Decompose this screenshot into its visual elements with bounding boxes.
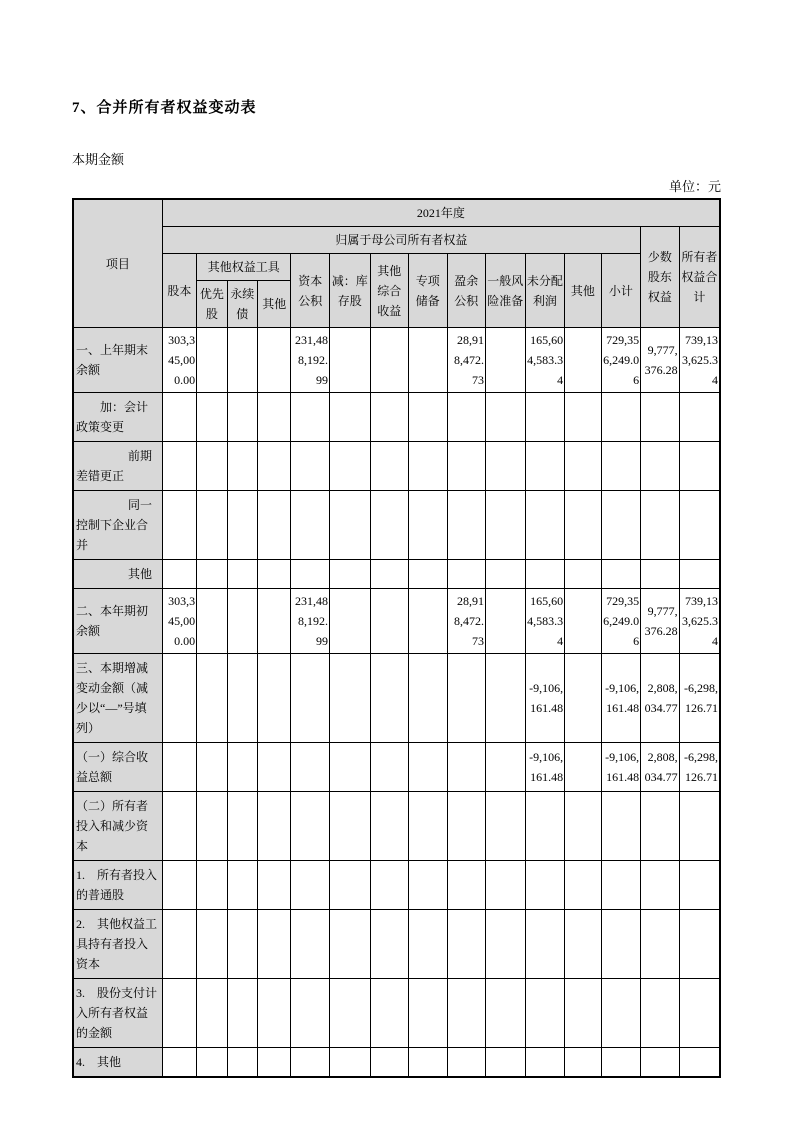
- cell-value: [257, 861, 290, 910]
- col-header-perpetual-bonds: 永续债: [227, 281, 257, 328]
- cell-value: [486, 792, 526, 861]
- cell-value: [409, 589, 448, 654]
- cell-value: [329, 560, 370, 589]
- cell-value: 28,918,472.73: [447, 589, 486, 654]
- cell-value: [679, 560, 720, 589]
- cell-value: [257, 560, 290, 589]
- cell-value: [227, 979, 257, 1048]
- cell-value: [447, 910, 486, 979]
- cell-value: [409, 560, 448, 589]
- row-label: 前期差错更正: [73, 442, 162, 491]
- cell-value: [370, 743, 409, 792]
- row-label: 三、本期增减变动金额（减少以“—”号填列）: [73, 654, 162, 743]
- cell-value: [329, 979, 370, 1048]
- cell-value: [329, 861, 370, 910]
- row-label: 其他: [73, 560, 162, 589]
- cell-value: [291, 491, 330, 560]
- cell-value: [227, 861, 257, 910]
- col-header-parent-equity-group: 归属于母公司所有者权益: [162, 227, 640, 254]
- cell-value: [227, 328, 257, 393]
- cell-value: [329, 442, 370, 491]
- cell-value: [291, 910, 330, 979]
- cell-value: [329, 491, 370, 560]
- table-row: [73, 979, 720, 1048]
- col-header-undistributed-profit: 未分配利润: [525, 254, 565, 328]
- cell-value: [227, 792, 257, 861]
- cell-value: [525, 560, 565, 589]
- cell-value: [197, 792, 227, 861]
- cell-value: [679, 442, 720, 491]
- cell-value: [525, 393, 565, 442]
- cell-value: [257, 792, 290, 861]
- cell-value: [329, 328, 370, 393]
- cell-value: [565, 861, 601, 910]
- cell-value: 2,808,034.77: [641, 743, 680, 792]
- cell-value: [409, 393, 448, 442]
- cell-value: [227, 1048, 257, 1078]
- cell-value: [162, 654, 196, 743]
- cell-value: [641, 1048, 680, 1078]
- cell-value: [162, 743, 196, 792]
- cell-value: [565, 792, 601, 861]
- cell-value: [601, 393, 641, 442]
- cell-value: 729,356,249.06: [601, 589, 641, 654]
- cell-value: [679, 1048, 720, 1078]
- cell-value: -6,298,126.71: [679, 743, 720, 792]
- cell-value: [291, 743, 330, 792]
- cell-value: [291, 979, 330, 1048]
- table-row: [73, 589, 720, 654]
- cell-value: 231,488,192.99: [291, 589, 330, 654]
- cell-value: [257, 393, 290, 442]
- row-label: （一）综合收益总额: [73, 743, 162, 792]
- unit-label: 单位：元: [668, 179, 721, 194]
- cell-value: [370, 861, 409, 910]
- cell-value: [227, 393, 257, 442]
- cell-value: [525, 979, 565, 1048]
- cell-value: [197, 910, 227, 979]
- table-row: [73, 393, 720, 442]
- cell-value: [409, 442, 448, 491]
- cell-value: [370, 491, 409, 560]
- cell-value: [601, 560, 641, 589]
- row-label: 3. 股份支付计入所有者权益的金额: [73, 979, 162, 1048]
- col-header-subtotal: 小计: [601, 254, 641, 328]
- cell-value: [227, 491, 257, 560]
- cell-value: [447, 654, 486, 743]
- cell-value: 231,488,192.99: [291, 328, 330, 393]
- row-label: 加：会计政策变更: [73, 393, 162, 442]
- cell-value: [486, 491, 526, 560]
- cell-value: [291, 792, 330, 861]
- col-header-other-equity-other: 其他: [257, 281, 290, 328]
- cell-value: [197, 743, 227, 792]
- cell-value: [162, 560, 196, 589]
- cell-value: [162, 861, 196, 910]
- col-header-total-equity: 所有者权益合计: [679, 227, 720, 328]
- cell-value: [370, 393, 409, 442]
- cell-value: [486, 589, 526, 654]
- cell-value: [329, 910, 370, 979]
- col-header-minority-interest: 少数股东权益: [641, 227, 680, 328]
- cell-value: [525, 442, 565, 491]
- cell-value: [257, 910, 290, 979]
- col-header-other-comprehensive-income: 其他综合收益: [370, 254, 409, 328]
- cell-value: -6,298,126.71: [679, 654, 720, 743]
- row-label: 1. 所有者投入的普通股: [73, 861, 162, 910]
- cell-value: [679, 979, 720, 1048]
- cell-value: [162, 910, 196, 979]
- cell-value: [197, 393, 227, 442]
- cell-value: [447, 861, 486, 910]
- cell-value: [565, 560, 601, 589]
- cell-value: [641, 491, 680, 560]
- cell-value: [227, 560, 257, 589]
- cell-value: 165,604,583.34: [525, 589, 565, 654]
- cell-value: [197, 442, 227, 491]
- cell-value: 739,133,625.34: [679, 589, 720, 654]
- cell-value: [447, 560, 486, 589]
- row-label: 一、上年期末余额: [73, 328, 162, 393]
- cell-value: [486, 328, 526, 393]
- row-label: （二）所有者投入和减少资本: [73, 792, 162, 861]
- cell-value: 28,918,472.73: [447, 328, 486, 393]
- cell-value: [370, 792, 409, 861]
- cell-value: [329, 589, 370, 654]
- cell-value: [565, 393, 601, 442]
- col-header-share-capital: 股本: [162, 254, 196, 328]
- cell-value: [447, 442, 486, 491]
- cell-value: [601, 792, 641, 861]
- cell-value: 303,345,000.00: [162, 328, 196, 393]
- col-header-preferred-shares: 优先股: [197, 281, 227, 328]
- cell-value: [291, 654, 330, 743]
- cell-value: [329, 792, 370, 861]
- cell-value: [641, 393, 680, 442]
- cell-value: [257, 743, 290, 792]
- cell-value: [525, 792, 565, 861]
- cell-value: [565, 328, 601, 393]
- col-header-year: 2021年度: [162, 199, 720, 227]
- cell-value: [447, 743, 486, 792]
- cell-value: [257, 1048, 290, 1078]
- cell-value: [486, 442, 526, 491]
- table-row: [73, 491, 720, 560]
- cell-value: [197, 979, 227, 1048]
- cell-value: [409, 792, 448, 861]
- cell-value: [329, 654, 370, 743]
- cell-value: [257, 589, 290, 654]
- cell-value: [197, 560, 227, 589]
- cell-value: [486, 1048, 526, 1078]
- cell-value: [679, 393, 720, 442]
- cell-value: [641, 979, 680, 1048]
- cell-value: [291, 1048, 330, 1078]
- cell-value: [257, 442, 290, 491]
- cell-value: [162, 442, 196, 491]
- cell-value: [679, 491, 720, 560]
- cell-value: [409, 861, 448, 910]
- cell-value: [197, 654, 227, 743]
- col-header-surplus-reserve: 盈余公积: [447, 254, 486, 328]
- cell-value: [565, 1048, 601, 1078]
- cell-value: [409, 654, 448, 743]
- section-title: 7、合并所有者权益变动表: [72, 100, 257, 116]
- cell-value: -9,106,161.48: [601, 654, 641, 743]
- cell-value: [447, 979, 486, 1048]
- cell-value: -9,106,161.48: [601, 743, 641, 792]
- cell-value: [565, 743, 601, 792]
- cell-value: [486, 654, 526, 743]
- cell-value: [227, 442, 257, 491]
- cell-value: [257, 654, 290, 743]
- cell-value: [227, 654, 257, 743]
- cell-value: [227, 743, 257, 792]
- table-row: [73, 910, 720, 979]
- col-header-less-treasury-stock: 减：库存股: [329, 254, 370, 328]
- cell-value: 739,133,625.34: [679, 328, 720, 393]
- table-row: [73, 654, 720, 743]
- cell-value: [370, 654, 409, 743]
- cell-value: [447, 393, 486, 442]
- row-label: 2. 其他权益工具持有者投入资本: [73, 910, 162, 979]
- cell-value: [641, 861, 680, 910]
- cell-value: [370, 979, 409, 1048]
- cell-value: [162, 491, 196, 560]
- cell-value: [641, 442, 680, 491]
- cell-value: -9,106,161.48: [525, 743, 565, 792]
- cell-value: [525, 910, 565, 979]
- cell-value: [565, 589, 601, 654]
- col-header-item: 项目: [73, 199, 162, 328]
- cell-value: [291, 560, 330, 589]
- cell-value: [641, 910, 680, 979]
- cell-value: 9,777,376.28: [641, 589, 680, 654]
- table-row: [73, 1048, 720, 1078]
- cell-value: [525, 1048, 565, 1078]
- cell-value: [370, 1048, 409, 1078]
- table-row: [73, 792, 720, 861]
- cell-value: -9,106,161.48: [525, 654, 565, 743]
- cell-value: [162, 979, 196, 1048]
- cell-value: [601, 910, 641, 979]
- cell-value: 9,777,376.28: [641, 328, 680, 393]
- cell-value: [601, 442, 641, 491]
- cell-value: [641, 792, 680, 861]
- cell-value: [601, 1048, 641, 1078]
- cell-value: [409, 328, 448, 393]
- col-header-other: 其他: [565, 254, 601, 328]
- cell-value: [601, 491, 641, 560]
- cell-value: [370, 910, 409, 979]
- cell-value: [486, 560, 526, 589]
- cell-value: [370, 589, 409, 654]
- row-label: 二、本年期初余额: [73, 589, 162, 654]
- table-row: [73, 861, 720, 910]
- cell-value: [679, 861, 720, 910]
- cell-value: [197, 589, 227, 654]
- cell-value: [601, 861, 641, 910]
- cell-value: [565, 979, 601, 1048]
- table-row: [73, 743, 720, 792]
- cell-value: [565, 910, 601, 979]
- cell-value: [370, 328, 409, 393]
- cell-value: [409, 910, 448, 979]
- cell-value: [447, 792, 486, 861]
- cell-value: [197, 328, 227, 393]
- cell-value: [291, 393, 330, 442]
- cell-value: [679, 792, 720, 861]
- cell-value: [162, 1048, 196, 1078]
- cell-value: [329, 1048, 370, 1078]
- cell-value: [486, 393, 526, 442]
- table-row: [73, 328, 720, 393]
- cell-value: [565, 654, 601, 743]
- cell-value: 2,808,034.77: [641, 654, 680, 743]
- cell-value: [257, 328, 290, 393]
- cell-value: [329, 743, 370, 792]
- cell-value: [409, 1048, 448, 1078]
- cell-value: [257, 491, 290, 560]
- cell-value: 729,356,249.06: [601, 328, 641, 393]
- cell-value: [197, 1048, 227, 1078]
- cell-value: [409, 491, 448, 560]
- cell-value: [486, 910, 526, 979]
- cell-value: [525, 861, 565, 910]
- cell-value: [162, 792, 196, 861]
- cell-value: [565, 491, 601, 560]
- equity-change-table: [72, 198, 721, 1078]
- cell-value: [227, 589, 257, 654]
- table-row: [73, 442, 720, 491]
- cell-value: [197, 861, 227, 910]
- row-label: 同一控制下企业合并: [73, 491, 162, 560]
- cell-value: [291, 861, 330, 910]
- cell-value: [601, 979, 641, 1048]
- cell-value: [370, 560, 409, 589]
- cell-value: [447, 491, 486, 560]
- cell-value: [409, 979, 448, 1048]
- cell-value: [486, 979, 526, 1048]
- cell-value: [447, 1048, 486, 1078]
- cell-value: [162, 393, 196, 442]
- cell-value: [329, 393, 370, 442]
- table-row: [73, 560, 720, 589]
- cell-value: [257, 979, 290, 1048]
- period-label: 本期金额: [72, 152, 125, 167]
- cell-value: 303,345,000.00: [162, 589, 196, 654]
- cell-value: [679, 910, 720, 979]
- cell-value: 165,604,583.34: [525, 328, 565, 393]
- cell-value: [409, 743, 448, 792]
- cell-value: [565, 442, 601, 491]
- col-header-capital-reserve: 资本公积: [291, 254, 330, 328]
- cell-value: [486, 743, 526, 792]
- cell-value: [486, 861, 526, 910]
- cell-value: [227, 910, 257, 979]
- cell-value: [291, 442, 330, 491]
- col-header-special-reserve: 专项储备: [409, 254, 448, 328]
- cell-value: [197, 491, 227, 560]
- col-header-general-risk-reserve: 一般风险准备: [486, 254, 526, 328]
- cell-value: [525, 491, 565, 560]
- row-label: 4. 其他: [73, 1048, 162, 1078]
- cell-value: [641, 560, 680, 589]
- col-header-other-equity-instruments: 其他权益工具: [197, 254, 291, 281]
- cell-value: [370, 442, 409, 491]
